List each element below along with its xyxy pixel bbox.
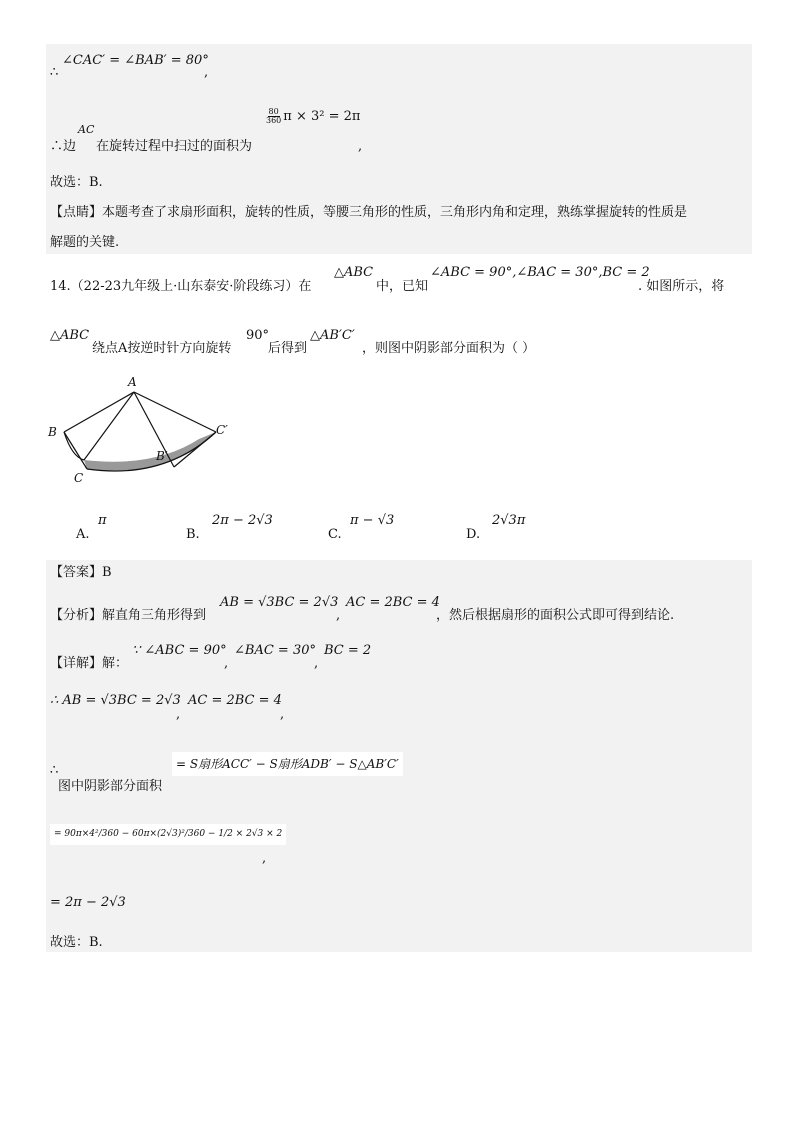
- option-c-label[interactable]: C.: [328, 527, 342, 542]
- label-b-prime: B′: [156, 449, 168, 463]
- option-b-value: 2π − 2√3: [212, 513, 273, 528]
- comma: ,: [262, 851, 267, 866]
- comma: ,: [314, 656, 319, 671]
- option-b-label[interactable]: B.: [186, 527, 200, 542]
- angle-equation: ∠CAC′ = ∠BAB′ = 80°: [62, 53, 209, 68]
- fraction-numerator: 80: [268, 107, 279, 116]
- therefore-symbol: ∴: [50, 65, 59, 80]
- rotation-figure: [44, 372, 254, 492]
- fraction-denominator: 360: [266, 116, 282, 125]
- question-14-mid: 中，已知: [376, 279, 429, 294]
- label-a: A: [128, 375, 137, 389]
- question-ask: ，则图中阴影部分面积为（ ）: [362, 341, 536, 356]
- label-c: C: [74, 471, 84, 485]
- analysis-14: 【分析】解直角三角形得到: [50, 608, 207, 623]
- option-a-label[interactable]: A.: [76, 527, 90, 542]
- comma: ,: [336, 608, 341, 623]
- comma: ,: [358, 139, 363, 154]
- option-c-value: π − √3: [350, 513, 395, 528]
- therefore-side: ∴边: [50, 139, 77, 154]
- result: = 2π − 2√3: [50, 895, 126, 910]
- calculation: = 90π×4²/360 − 60π×(2√3)²/360 − 1/2 × 2√3 × 2: [50, 824, 286, 845]
- detail-14: 【详解】解：: [50, 656, 129, 671]
- segment-ab1: [134, 392, 174, 467]
- given-conditions: ∠ABC = 90°,∠BAC = 30°,BC = 2: [430, 265, 650, 280]
- after-text: 后得到: [268, 341, 308, 356]
- step1-eq2: AC = 2BC = 4: [188, 693, 282, 708]
- answer-14: 【答案】B: [50, 565, 112, 580]
- analysis-tail: ，然后根据扇形的面积公式即可得到结论.: [436, 608, 675, 623]
- formula-tail: π × 3² = 2π: [283, 109, 361, 124]
- therefore-symbol: ∴: [50, 763, 59, 778]
- segment-ac1: [134, 392, 216, 432]
- sweep-area-formula: [264, 108, 360, 125]
- rotation-angle: 90°: [246, 328, 270, 343]
- analysis-eq2: AC = 2BC = 4: [346, 595, 440, 610]
- analysis-eq1: AB = √3BC = 2√3: [220, 595, 339, 610]
- question-14-lead: 14.（22-23九年级上·山东泰安·阶段练习）在: [50, 279, 312, 294]
- shade-area-expression: = S扇形ACC′ − S扇形ADB′ − S△AB′C′: [172, 752, 403, 776]
- answer-13: 故选：B.: [50, 175, 103, 190]
- comma: ,: [176, 707, 181, 722]
- option-d-value: 2√3π: [492, 513, 526, 528]
- comma: ,: [204, 65, 209, 80]
- detail-eq2: ∠BAC = 30°: [234, 643, 316, 658]
- triangle-abc: △ABC: [334, 265, 374, 280]
- segment-ac: [84, 392, 134, 460]
- segment-ac-label: AC: [78, 123, 95, 136]
- option-a-value: π: [98, 513, 107, 528]
- comma: ,: [224, 656, 229, 671]
- step1-eq1: ∴ AB = √3BC = 2√3: [50, 693, 181, 708]
- shade-area-label: 图中阴影部分面积: [58, 779, 163, 794]
- segment-ab: [64, 392, 134, 432]
- triangle-ab1c1: △AB′C′: [310, 328, 355, 343]
- option-d-label[interactable]: D.: [466, 527, 481, 542]
- detail-eq1: ∵ ∠ABC = 90°: [132, 643, 227, 658]
- comment-13-line2: 解题的关键.: [50, 235, 120, 250]
- question-14-tail: . 如图所示，将: [638, 279, 725, 294]
- shaded-region: [84, 432, 216, 471]
- label-b: B: [48, 425, 57, 439]
- final-answer-14: 故选：B.: [50, 935, 103, 950]
- sweep-area-text: 在旋转过程中扫过的面积为: [96, 139, 253, 154]
- comma: ,: [280, 707, 285, 722]
- label-c-prime: C′: [216, 423, 228, 437]
- rotation-text: 绕点A按逆时针方向旋转: [92, 341, 232, 356]
- triangle-abc-2: △ABC: [50, 328, 90, 343]
- segment-bc: [64, 432, 87, 469]
- comment-13: 【点睛】本题考查了求扇形面积，旋转的性质，等腰三角形的性质，三角形内角和定理，熟练掌握旋转的性质是: [50, 205, 688, 220]
- detail-eq3: BC = 2: [324, 643, 372, 658]
